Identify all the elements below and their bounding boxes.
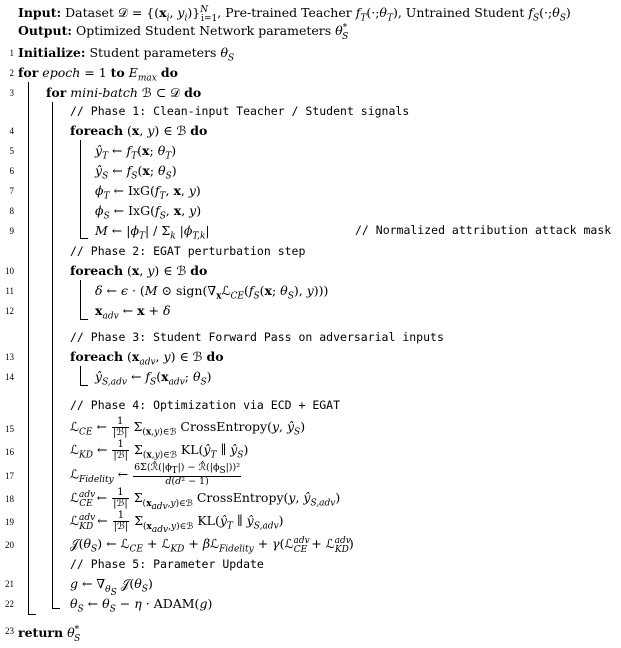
algo-line-22: $\theta_S$ ← $\theta_S - \eta$ · ADAM(g) bbox=[70, 596, 213, 615]
algo-line-15: ℒ$_{CE}$ ← $\frac{1}{\text{|ℬ|}}$ $\Sigma_{(x,y)\in ℬ}$ CrossEntropy(y, $ŷ_S$) bbox=[70, 416, 306, 438]
foreach-3-bar bbox=[80, 366, 81, 385]
phase-2-comment: // Phase 2: EGAT perturbation step bbox=[70, 244, 306, 258]
output-label: Output: bbox=[18, 23, 72, 39]
line-number: 8 bbox=[9, 206, 14, 216]
line-number: 23 bbox=[5, 626, 14, 636]
line-number: 13 bbox=[5, 352, 14, 362]
line-number: 2 bbox=[9, 68, 14, 78]
mask-comment: // Normalized attribution attack mask bbox=[355, 223, 612, 237]
algo-line-21: g ← $\nabla_{\theta_S}$ $𝒥(\theta_S)$ bbox=[70, 576, 153, 598]
foreach-2-end bbox=[80, 319, 88, 320]
phase-1-comment: // Phase 1: Clean-input Teacher / Student signals bbox=[70, 104, 410, 118]
line-number: 17 bbox=[5, 471, 14, 481]
line-number: 9 bbox=[9, 226, 14, 236]
algo-line-9: M ← $|\phi_T| / \Sigma_k$ $|\phi_{T,k}|$ bbox=[95, 223, 210, 242]
algo-line-10: foreach (x, y) ∈ ℬ do bbox=[70, 263, 208, 278]
algo-line-20: $𝒥(\theta_S)$ ← ℒ$_{CE}$ + ℒ$_{KD}$ + βℒ$_{Fidelity}$ + γ(ℒ$^{adv}_{CE}$ + ℒ$^{adv}_{KD}$) bbox=[70, 536, 354, 555]
line-number: 15 bbox=[5, 424, 14, 434]
batch-loop-bar bbox=[52, 102, 53, 608]
keyword: return bbox=[18, 625, 64, 641]
line-number: 20 bbox=[5, 540, 14, 550]
phase-5-comment: // Phase 5: Parameter Update bbox=[70, 557, 264, 571]
line-number: 16 bbox=[5, 447, 14, 457]
phase-3-comment: // Phase 3: Student Forward Pass on adversarial inputs bbox=[70, 330, 444, 344]
algo-line-12: $x_{adv}$ ← x + δ bbox=[95, 303, 171, 322]
line-number: 4 bbox=[9, 126, 14, 136]
line-number: 10 bbox=[5, 266, 14, 276]
output-line bbox=[18, 20, 348, 46]
keyword: foreach bbox=[70, 349, 124, 364]
algo-line-1: Initialize: Student parameters $\theta_S$ bbox=[18, 45, 235, 64]
line-number: 3 bbox=[9, 88, 14, 98]
epoch-loop-bar bbox=[28, 82, 29, 614]
keyword: for bbox=[46, 85, 67, 100]
algo-line-6: $ŷ_S$ ← $f_S(x$; $\theta_S$) bbox=[95, 163, 177, 182]
algo-line-7: $\phi_T$ ← $IxG(f_T$, x, y) bbox=[95, 183, 201, 202]
keyword: Initialize: bbox=[18, 45, 86, 60]
batch-loop-end bbox=[52, 608, 60, 609]
output-text: Optimized Student Network parameters $\theta^*_S$ bbox=[75, 23, 349, 42]
line-number: 22 bbox=[5, 599, 14, 609]
line-number: 18 bbox=[5, 494, 14, 504]
algo-line-11: δ ← ϵ · (M ⊙ $sign(\nabla_xℒ_{CE}(f_S(x$; $\theta_S$), y))) bbox=[95, 283, 329, 302]
input-label: Input: bbox=[18, 5, 62, 21]
line-number: 5 bbox=[9, 146, 14, 156]
algo-line-13: foreach ($x_{adv}$, y) ∈ ℬ do bbox=[70, 349, 224, 368]
line-number: 1 bbox=[9, 48, 14, 58]
algo-line-19: ℒ$^{adv}_{KD}$ ← $\frac{1}{\text{|ℬ|}}$ $\Sigma_{(x_{adv},y)\in ℬ}$ $KL(ŷ_T$ ∥ $ŷ_{S,adv}$) bbox=[70, 510, 284, 535]
foreach-2-bar bbox=[80, 280, 81, 319]
foreach-1-bar bbox=[80, 140, 81, 238]
line-number: 11 bbox=[5, 286, 14, 296]
line-number: 6 bbox=[9, 166, 14, 176]
algo-line-2: for epoch = 1 to $E_{max}$ do bbox=[18, 65, 178, 84]
algo-line-14: $ŷ_{S,adv}$ ← $f_S(x_{adv}$; $\theta_S$) bbox=[95, 369, 212, 388]
algo-line-17: ℒ$_{Fidelity}$ ← $\frac{6\Sigma(ℛ̂(|\phi_T|) - ℛ̂(|\phi_S|))^2}{\text{d(d² − 1)}}$ bbox=[70, 462, 241, 487]
algo-line-23: return $\theta^*_S$ bbox=[18, 625, 81, 644]
input-text: Dataset 𝒟 = {($x_i$, $y_i)\}^N_{i=1}$, Pre-trained Teacher $f_T(\cdot;\theta_T)$, Untrained Student $f_S(\cdot;\theta_S)$ bbox=[65, 5, 571, 24]
line-number: 14 bbox=[5, 372, 14, 382]
algo-line-5: $ŷ_T$ ← $f_T(x$; $\theta_T$) bbox=[95, 143, 177, 162]
line-number: 7 bbox=[9, 186, 14, 196]
algo-line-8: $\phi_S$ ← $IxG(f_S$, x, y) bbox=[95, 203, 202, 222]
algo-line-18: ℒ$^{adv}_{CE}$ ← $\frac{1}{\text{|ℬ|}}$ $\Sigma_{(x_{adv},y)\in ℬ}$ CrossEntropy(y, $ŷ_{S,adv}$) bbox=[70, 487, 341, 512]
line-number: 19 bbox=[5, 517, 14, 527]
algo-line-16: ℒ$_{KD}$ ← $\frac{1}{\text{|ℬ|}}$ $\Sigma_{(x,y)\in ℬ}$ $KL(ŷ_T$ ∥ $ŷ_S$) bbox=[70, 439, 249, 461]
phase-4-comment: // Phase 4: Optimization via ECD + EGAT bbox=[70, 398, 341, 412]
keyword: foreach bbox=[70, 123, 124, 138]
line-number: 21 bbox=[5, 579, 14, 589]
foreach-3-end bbox=[80, 385, 88, 386]
algo-line-3: for mini-batch ℬ ⊂ 𝒟 do bbox=[46, 85, 202, 100]
keyword: for bbox=[18, 65, 39, 80]
foreach-1-end bbox=[80, 238, 88, 239]
keyword: foreach bbox=[70, 263, 124, 278]
epoch-loop-end bbox=[28, 614, 36, 615]
algo-line-4: foreach (x, y) ∈ ℬ do bbox=[70, 123, 208, 138]
line-number: 12 bbox=[5, 306, 14, 316]
